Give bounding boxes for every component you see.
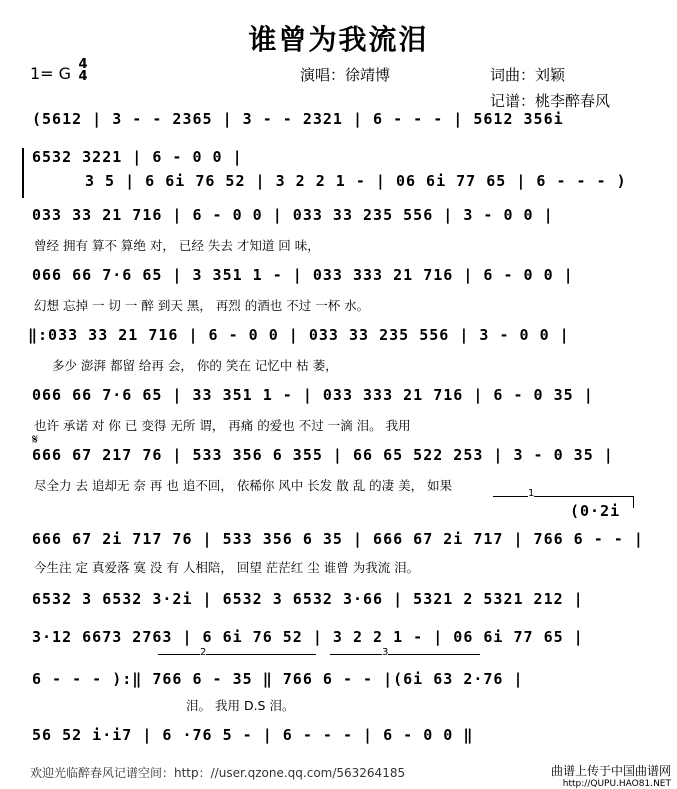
singer-credit: 演唱：徐靖博 [300, 66, 391, 84]
volta-1-end [633, 496, 634, 508]
segno-sign: 𝄋 [32, 432, 39, 448]
score-line-9: (0·2i [570, 502, 621, 520]
volta-3-label: 3 [382, 647, 389, 658]
lyrics-line-7: 也许 承诺 对 你 已 变得 无所 谓， 再痛 的爱也 不过 一滴 泪。 我用 [34, 418, 411, 433]
lyrics-line-10: 今生注 定 真爱落 寞 没 有 人相陪， 回望 茫茫红 尘 谁曾 为我流 泪。 [34, 560, 420, 575]
footer-site-name: 曲谱上传于中国曲谱网 [550, 764, 671, 778]
score-line-12: 3·12 6673 2763 | 6 6i 76 52 | 3 2 2 1 - | 06 6i 77 65 | [32, 628, 584, 646]
score-line-10: 666 67 2i 717 76 | 533 356 6 35 | 666 67 2i 717 | 766 6 - - | [32, 530, 644, 548]
volta-3-line [330, 654, 480, 655]
system-bracket [22, 148, 24, 198]
score-line-3: 3 5 | 6 6i 76 52 | 3 2 2 1 - | 06 6i 77 65 | 6 - - - ) [85, 172, 627, 190]
score-line-8: 666 67 217 76 | 533 356 6 355 | 66 65 522 253 | 3 - 0 35 | [32, 446, 614, 464]
score-line-14: 56 52 i·i7 | 6 ·76 5 - | 6 - - - | 6 - 0 0 ‖ [32, 726, 474, 744]
lyrics-line-5: 幻想 忘掉 一 切 一 醉 到天 黑， 再烈 的酒也 不过 一杯 水。 [34, 298, 370, 313]
page-title: 谁曾为我流泪 [248, 23, 429, 56]
lyrics-line-8: 尽全力 去 追却无 奈 再 也 追不回， 依稀你 风中 长发 散 乱 的凄 美， 如果 [34, 478, 453, 493]
score-line-11: 6532 3 6532 3·2i | 6532 3 6532 3·66 | 5321 2 5321 212 | [32, 590, 584, 608]
score-line-1: (5612 | 3 - - 2365 | 3 - - 2321 | 6 - - - | 5612 356i [32, 110, 564, 128]
footer-site [551, 762, 671, 789]
score-line-5: 066 66 7·6 65 | 3 351 1 - | 033 333 21 716 | 6 - 0 0 | [32, 266, 574, 284]
score-line-6: ‖:033 33 21 716 | 6 - 0 0 | 033 33 235 556 | 3 - 0 0 | [28, 326, 570, 344]
meter-bottom: 4 [78, 69, 88, 84]
transcriber-credit: 记谱：桃李醉春风 [490, 92, 611, 110]
lyrics-line-13: 泪。 我用 D.S 泪。 [186, 698, 295, 713]
volta-1-label: 1 [528, 488, 535, 499]
footer-site-url: http://QUPU.HAO81.NET [562, 779, 671, 789]
meter-top: 4 [78, 57, 88, 72]
volta-2-label: 2 [200, 647, 207, 658]
volta-2-line [158, 654, 316, 655]
score-line-7: 066 66 7·6 65 | 33 351 1 - | 033 333 21 716 | 6 - 0 35 | [32, 386, 594, 404]
composer-credit: 词曲：刘颖 [490, 66, 566, 84]
footer-welcome: 欢迎光临醉春风记谱空间：http：//user.qzone.qq.com/563264185 [30, 766, 406, 780]
lyrics-line-6: 多少 澎湃 都留 给再 会， 你的 笑在 记忆中 枯 萎， [52, 358, 338, 373]
score-line-2: 6532 3221 | 6 - 0 0 | [32, 148, 243, 166]
volta-1-line [493, 496, 633, 497]
key-signature: 1= G [30, 64, 72, 83]
lyrics-line-4: 曾经 拥有 算不 算绝 对， 已经 失去 才知道 回 味， [34, 238, 320, 253]
time-signature [76, 59, 90, 83]
score-line-4: 033 33 21 716 | 6 - 0 0 | 033 33 235 556 | 3 - 0 0 | [32, 206, 554, 224]
score-line-13: 6 - - - ):‖ 766 6 - 35 ‖ 766 6 - - |(6i 63 2·76 | [32, 670, 524, 688]
